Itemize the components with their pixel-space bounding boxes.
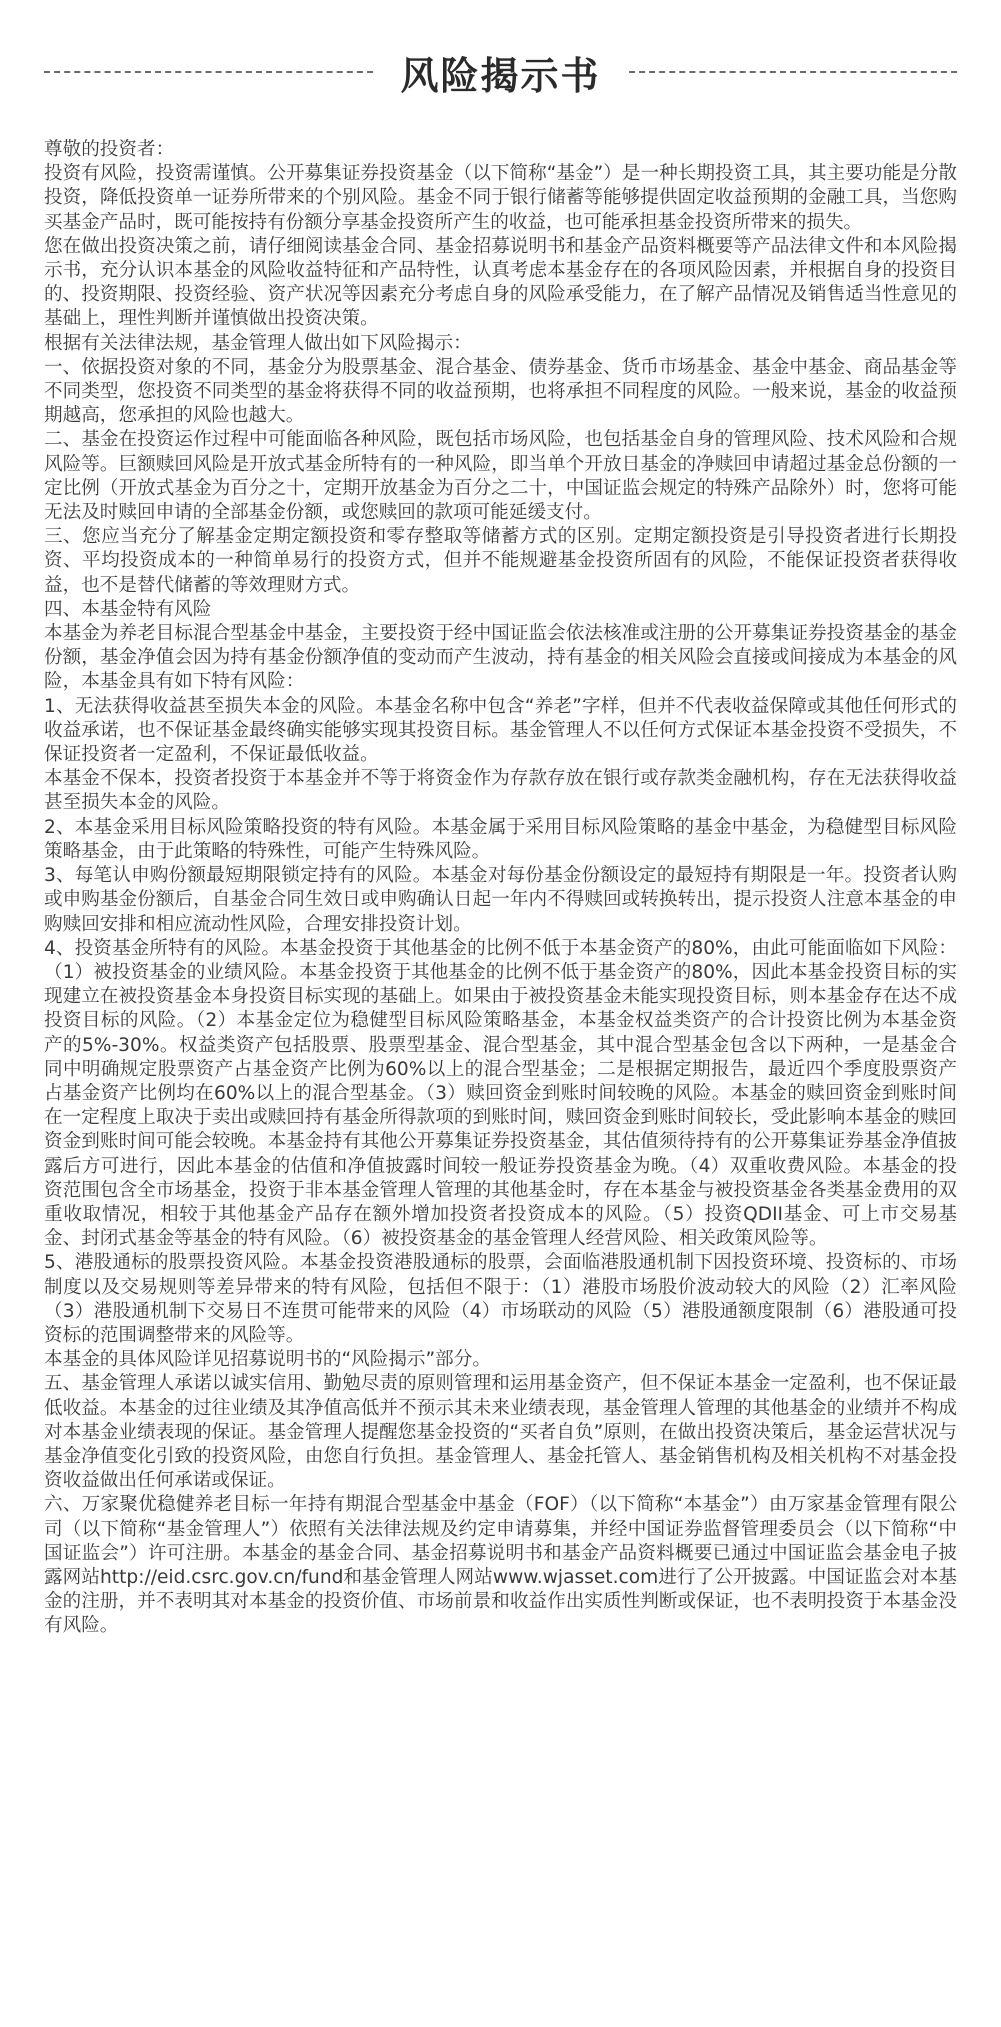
risk-details-reference: 本基金的具体风险详见招募说明书的“风险揭示”部分。 <box>44 1349 491 1371</box>
paragraph-disclosure-lead: 根据有关法律法规，基金管理人做出如下风险揭示： <box>44 332 472 354</box>
header-rule-right <box>629 71 958 73</box>
risk-item-2: 2、本基金采用目标风险策略投资的特有风险。本基金属于采用目标风险策略的基金中基金，为稳健型目标风险策略基金，由于此策略的特殊性，可能产生特殊风险。 <box>44 816 957 862</box>
section-5: 五、基金管理人承诺以诚实信用、勤勉尽责的原则管理和运用基金资产，但不保证本基金一定盈利，也不保证最低收益。本基金的过往业绩及其净值高低并不预示其未来业绩表现，基金管理人管理的其他基金的业绩并不构成对本基金业绩表现的保证。基金管理人提醒您基金投资的“买者自负”原则，在做出投资决策后，基金运营状况与基金净值变化引致的投资风险，由您自行负担。基金管理人、基金托管人、基金销售机构及相关机构不对基金投资收益做出任何承诺或保证。 <box>44 1373 957 1492</box>
risk-item-1: 1、无法获得收益甚至损失本金的风险。本基金名称中包含“养老”字样，但并不代表收益保障或其他任何形式的收益承诺，也不保证基金最终确实能够实现其投资目标。基金管理人不以任何方式保证本基金投资不受损失，不保证投资者一定盈利，不保证最低收益。 <box>44 695 957 766</box>
header <box>44 0 957 138</box>
risk-item-1-note: 本基金不保本，投资者投资于本基金并不等于将资金作为存款存放在银行或存款类金融机构，存在无法获得收益甚至损失本金的风险。 <box>44 768 957 814</box>
section-1: 一、依据投资对象的不同，基金分为股票基金、混合基金、债券基金、货币市场基金、基金中基金、商品基金等不同类型，您投资不同类型的基金将获得不同的收益预期，也将承担不同程度的风险。一般来说，基金的收益预期越高，您承担的风险也越大。 <box>44 356 957 427</box>
salutation: 尊敬的投资者： <box>44 139 175 160</box>
paragraph-intro: 投资有风险，投资需谨慎。公开募集证券投资基金（以下简称“基金”）是一种长期投资工具，其主要功能是分散投资，降低投资单一证券所带来的个别风险。基金不同于银行储蓄等能够提供固定收益预期的金融工具，当您购买基金产品时，既可能按持有份额分享基金投资所产生的收益，也可能承担基金投资所带来的损失。 <box>44 163 957 233</box>
section-4-heading: 四、本基金特有风险 <box>44 598 212 620</box>
section-4-intro: 本基金为养老目标混合型基金中基金，主要投资于经中国证监会依法核准或注册的公开募集证券投资基金的基金份额，基金净值会因为持有基金份额净值的变动而产生波动，持有基金的相关风险会直接或间接成为本基金的风险，本基金具有如下特有风险： <box>44 623 957 693</box>
section-3: 三、您应当充分了解基金定期定额投资和零存整取等储蓄方式的区别。定期定额投资是引导投资者进行长期投资、平均投资成本的一种简单易行的投资方式，但并不能规避基金投资所固有的风险，不能保证投资者获得收益，也不是替代储蓄的等效理财方式。 <box>44 526 957 596</box>
risk-item-5: 5、港股通标的股票投资风险。本基金投资港股通标的股票，会面临港股通机制下因投资环境、投资标的、市场制度以及交易规则等差异带来的特有风险，包括但不限于：（1）港股市场股价波动较大的风险（2）汇率风险（3）港股通机制下交易日不连贯可能带来的风险（4）市场联动的风险（5）港股通额度限制（6）港股通可投资标的范围调整带来的风险等。 <box>44 1252 957 1346</box>
disclosure-body <box>44 138 957 1639</box>
page-title: 风险揭示书 <box>400 53 601 98</box>
section-6: 六、万家聚优稳健养老目标一年持有期混合型基金中基金（FOF）（以下简称“本基金”）由万家基金管理有限公司（以下简称“基金管理人”）依照有关法律法规及约定申请募集，并经中国证券监督管理委员会（以下简称“中国证监会”）许可注册。本基金的基金合同、基金招募说明书和基金产品资料概要已通过中国证监会基金电子披露网站http://eid.csrc.gov.cn/fund和基金管理人网站www.wjasset.com进行了公开披露。中国证监会对本基金的注册，并不表明其对本基金的投资价值、市场前景和收益作出实质性判断或保证，也不表明投资于本基金没有风险。 <box>44 1494 957 1637</box>
paragraph-before-decision: 您在做出投资决策之前，请仔细阅读基金合同、基金招募说明书和基金产品资料概要等产品法律文件和本风险揭示书，充分认识本基金的风险收益特征和产品特性，认真考虑本基金存在的各项风险因素，并根据自身的投资目的、投资期限、投资经验、资产状况等因素充分考虑自身的风险承受能力，在了解产品情况及销售适当性意见的基础上，理性判断并谨慎做出投资决策。 <box>44 235 957 330</box>
risk-item-4: 4、投资基金所特有的风险。本基金投资于其他基金的比例不低于本基金资产的80%，由此可能面临如下风险：（1）被投资基金的业绩风险。本基金投资于其他基金的比例不低于基金资产的80%，因此本基金投资目标的实现建立在被投资基金本身投资目标实现的基础上。如果由于被投资基金未能实现投资目标，则本基金存在达不成投资目标的风险。（2）本基金定位为稳健型目标风险策略基金，本基金权益类资产的合计投资比例为本基金资产的5%-30%。权益类资产包括股票、股票型基金、混合型基金，其中混合型基金包含以下两种，一是基金合同中明确规定股票资产占基金资产比例为60%以上的混合型基金；二是根据定期报告，最近四个季度股票资产占基金资产比例均在60%以上的混合型基金。（3）赎回资金到账时间较晚的风险。本基金的赎回资金到账时间在一定程度上取决于卖出或赎回持有基金所得款项的到账时间，赎回资金到账时间较长，受此影响本基金的赎回资金到账时间可能会较晚。本基金持有其他公开募集证券投资基金，其估值须待持有的公开募集证券基金净值披露后方可进行，因此本基金的估值和净值披露时间较一般证券投资基金为晚。（4）双重收费风险。本基金的投资范围包含全市场基金，投资于非本基金管理人管理的其他基金时，存在本基金与被投资基金各类基金费用的双重收取情况，相较于其他基金产品存在额外增加投资者投资成本的风险。（5）投资QDII基金、可上市交易基金、封闭式基金等基金的特有风险。（6）被投资基金的基金管理人经营风险、相关政策风险等。 <box>44 937 957 1250</box>
section-2: 二、基金在投资运作过程中可能面临各种风险，既包括市场风险，也包括基金自身的管理风险、技术风险和合规风险等。巨额赎回风险是开放式基金所特有的一种风险，即当单个开放日基金的净赎回申请超过基金总份额的一定比例（开放式基金为百分之十，定期开放基金为百分之二十，中国证监会规定的特殊产品除外）时，您将可能无法及时赎回申请的全部基金份额，或您赎回的款项可能延缓支付。 <box>44 429 957 524</box>
header-rule-left <box>44 71 373 73</box>
risk-item-3: 3、每笔认申购份额最短期限锁定持有的风险。本基金对每份基金份额设定的最短持有期限是一年。投资者认购或申购基金份额后，自基金合同生效日或申购确认日起一年内不得赎回或转换转出，提示投资人注意本基金的申购赎回安排和相应流动性风险，合理安排投资计划。 <box>44 865 957 935</box>
